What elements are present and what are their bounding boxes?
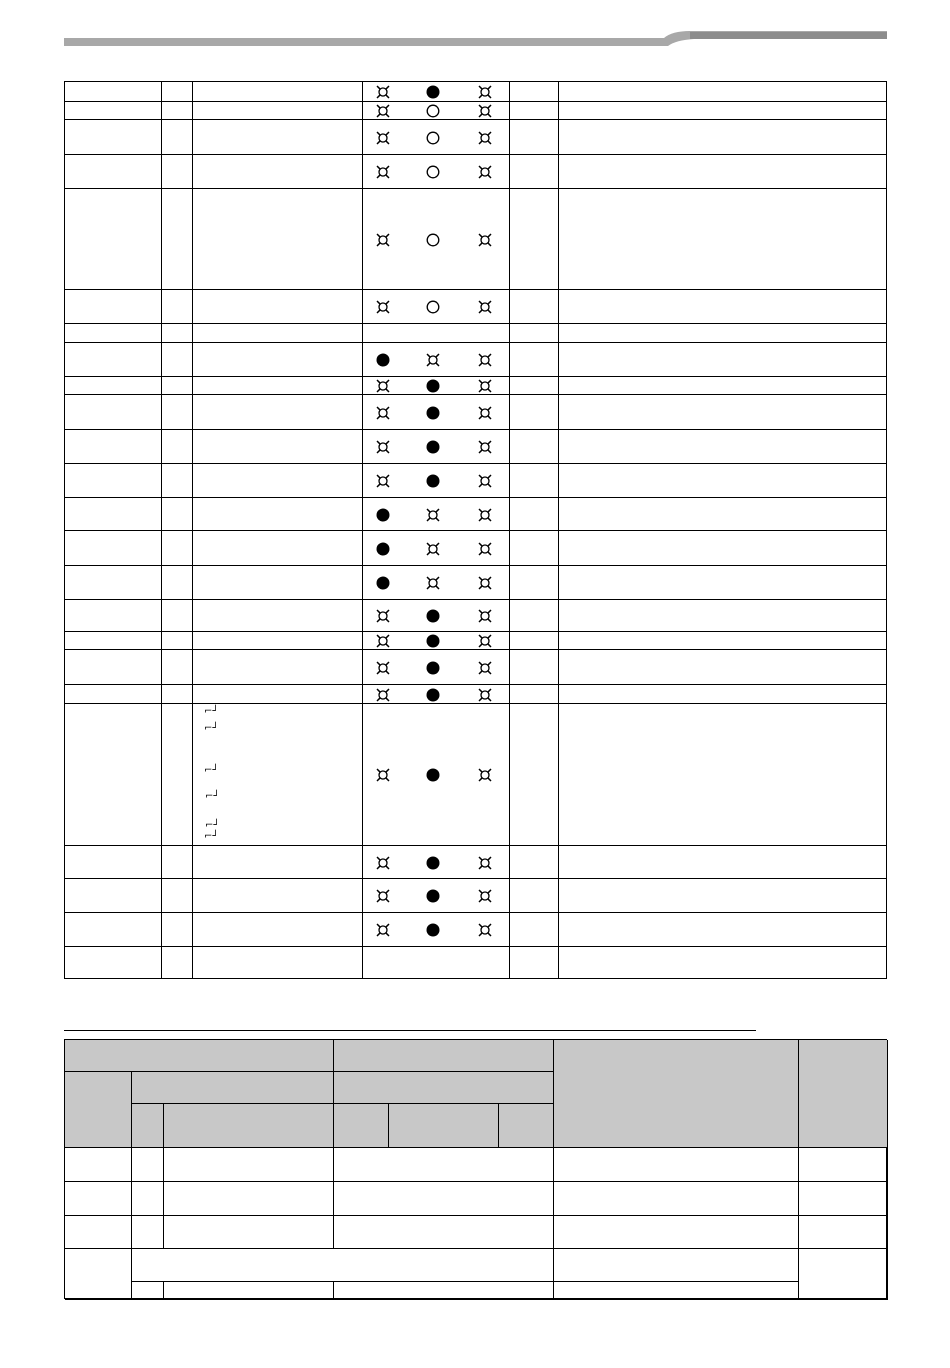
table-row xyxy=(65,497,886,531)
header-cell xyxy=(65,1072,132,1148)
flash-icon xyxy=(477,922,493,938)
header-cell xyxy=(132,1072,334,1104)
filled-circle-icon xyxy=(425,855,441,871)
filled-circle-icon xyxy=(425,767,441,783)
flash-icon xyxy=(375,888,391,904)
hollow-circle-icon xyxy=(425,232,441,248)
flash-icon xyxy=(375,164,391,180)
table-row xyxy=(65,323,886,343)
flash-icon xyxy=(425,507,441,523)
bracket-mark: ⌐┘ xyxy=(204,706,219,717)
filled-circle-icon xyxy=(425,84,441,100)
table-cell xyxy=(799,1216,888,1249)
flash-icon xyxy=(477,439,493,455)
table-cell xyxy=(554,1249,799,1282)
table-row xyxy=(65,530,886,566)
table-cell xyxy=(799,1182,888,1216)
filled-circle-icon xyxy=(425,687,441,703)
table-cell xyxy=(554,1182,799,1216)
table-cell xyxy=(334,1216,554,1249)
flash-icon xyxy=(477,888,493,904)
flash-icon xyxy=(477,541,493,557)
table-cell xyxy=(65,1249,132,1300)
header-cell xyxy=(554,1040,799,1148)
header-cell xyxy=(799,1040,888,1148)
table-cell xyxy=(554,1282,799,1300)
filled-circle-icon xyxy=(425,439,441,455)
filled-circle-icon xyxy=(425,405,441,421)
flash-icon xyxy=(477,575,493,591)
table-row xyxy=(65,154,886,189)
flash-icon xyxy=(477,164,493,180)
page-header-rule xyxy=(0,0,950,60)
table-cell xyxy=(554,1216,799,1249)
header-cell xyxy=(164,1104,334,1148)
flash-icon xyxy=(375,855,391,871)
flash-icon xyxy=(375,767,391,783)
table-row xyxy=(65,82,886,101)
filled-circle-icon xyxy=(425,378,441,394)
bracket-mark: ⌐┘ xyxy=(205,791,220,802)
table-row xyxy=(65,649,886,685)
table-row xyxy=(65,878,886,913)
table-cell xyxy=(164,1282,334,1300)
flash-icon xyxy=(477,687,493,703)
bracket-mark: ⌐┘ xyxy=(204,831,219,842)
flash-icon xyxy=(375,405,391,421)
flash-icon xyxy=(375,922,391,938)
table-row xyxy=(65,394,886,430)
table-row xyxy=(65,703,886,846)
table-cell xyxy=(132,1249,554,1282)
table-row xyxy=(65,912,886,947)
header-cell xyxy=(389,1104,499,1148)
table-cell xyxy=(334,1282,554,1300)
flash-icon xyxy=(477,405,493,421)
flash-icon xyxy=(375,633,391,649)
table-cell xyxy=(334,1182,554,1216)
flash-icon xyxy=(425,541,441,557)
flash-icon xyxy=(477,507,493,523)
flash-icon xyxy=(375,103,391,119)
flash-icon xyxy=(477,299,493,315)
flash-icon xyxy=(375,660,391,676)
table-row xyxy=(65,342,886,377)
hollow-circle-icon xyxy=(425,130,441,146)
table-cell xyxy=(65,1216,132,1249)
table-row xyxy=(65,599,886,632)
table-row xyxy=(65,946,886,981)
table-cell xyxy=(164,1182,334,1216)
flash-icon xyxy=(375,473,391,489)
filled-circle-icon xyxy=(425,608,441,624)
filled-circle-icon xyxy=(425,888,441,904)
flash-icon xyxy=(477,232,493,248)
flash-icon xyxy=(477,633,493,649)
hollow-circle-icon xyxy=(425,103,441,119)
flash-icon xyxy=(425,352,441,368)
led-status-table xyxy=(64,81,887,979)
filled-circle-icon xyxy=(375,352,391,368)
flash-icon xyxy=(375,130,391,146)
flash-icon xyxy=(477,608,493,624)
table-row xyxy=(65,188,886,290)
table-row xyxy=(65,429,886,464)
table-cell xyxy=(164,1216,334,1249)
flash-icon xyxy=(477,473,493,489)
table-row xyxy=(65,289,886,324)
table-cell xyxy=(799,1148,888,1182)
filled-circle-icon xyxy=(375,507,391,523)
filled-circle-icon xyxy=(375,541,391,557)
flash-icon xyxy=(477,767,493,783)
header-cell xyxy=(334,1104,389,1148)
bracket-mark: ⌐┘ xyxy=(204,723,219,734)
table-cell xyxy=(334,1148,554,1182)
hollow-circle-icon xyxy=(425,164,441,180)
flash-icon xyxy=(375,378,391,394)
table-row xyxy=(65,565,886,600)
bracket-mark: ⌐┘ xyxy=(205,820,220,831)
header-cell xyxy=(132,1104,164,1148)
table-cell xyxy=(164,1148,334,1182)
flash-icon xyxy=(375,687,391,703)
flash-icon xyxy=(375,232,391,248)
flash-icon xyxy=(477,378,493,394)
table-row xyxy=(65,119,886,155)
table-cell xyxy=(65,1182,132,1216)
table-cell xyxy=(132,1182,164,1216)
table-cell xyxy=(132,1216,164,1249)
header-cell xyxy=(334,1072,554,1104)
filled-circle-icon xyxy=(375,575,391,591)
filled-circle-icon xyxy=(425,633,441,649)
flash-icon xyxy=(375,84,391,100)
header-cell xyxy=(499,1104,554,1148)
filled-circle-icon xyxy=(425,473,441,489)
table-row xyxy=(65,631,886,650)
flash-icon xyxy=(477,855,493,871)
filled-circle-icon xyxy=(425,660,441,676)
flash-icon xyxy=(477,130,493,146)
table-row xyxy=(65,684,886,704)
table-cell xyxy=(132,1148,164,1182)
table-row xyxy=(65,376,886,395)
header-cell xyxy=(334,1040,554,1072)
flash-icon xyxy=(477,103,493,119)
table-row xyxy=(65,845,886,879)
flash-icon xyxy=(477,660,493,676)
table-cell xyxy=(799,1249,888,1300)
hollow-circle-icon xyxy=(425,299,441,315)
header-cell xyxy=(65,1040,334,1072)
flash-icon xyxy=(477,84,493,100)
flash-icon xyxy=(477,352,493,368)
table-cell xyxy=(554,1148,799,1182)
bracket-mark: ⌐┘ xyxy=(204,765,219,776)
flash-icon xyxy=(375,439,391,455)
table-cell xyxy=(132,1282,164,1300)
table-cell xyxy=(65,1148,132,1182)
flash-icon xyxy=(375,608,391,624)
flash-icon xyxy=(375,299,391,315)
table-row xyxy=(65,463,886,498)
section-divider xyxy=(64,1030,756,1031)
flash-icon xyxy=(425,575,441,591)
check-code-table xyxy=(64,1039,887,1299)
filled-circle-icon xyxy=(425,922,441,938)
table-row xyxy=(65,101,886,120)
